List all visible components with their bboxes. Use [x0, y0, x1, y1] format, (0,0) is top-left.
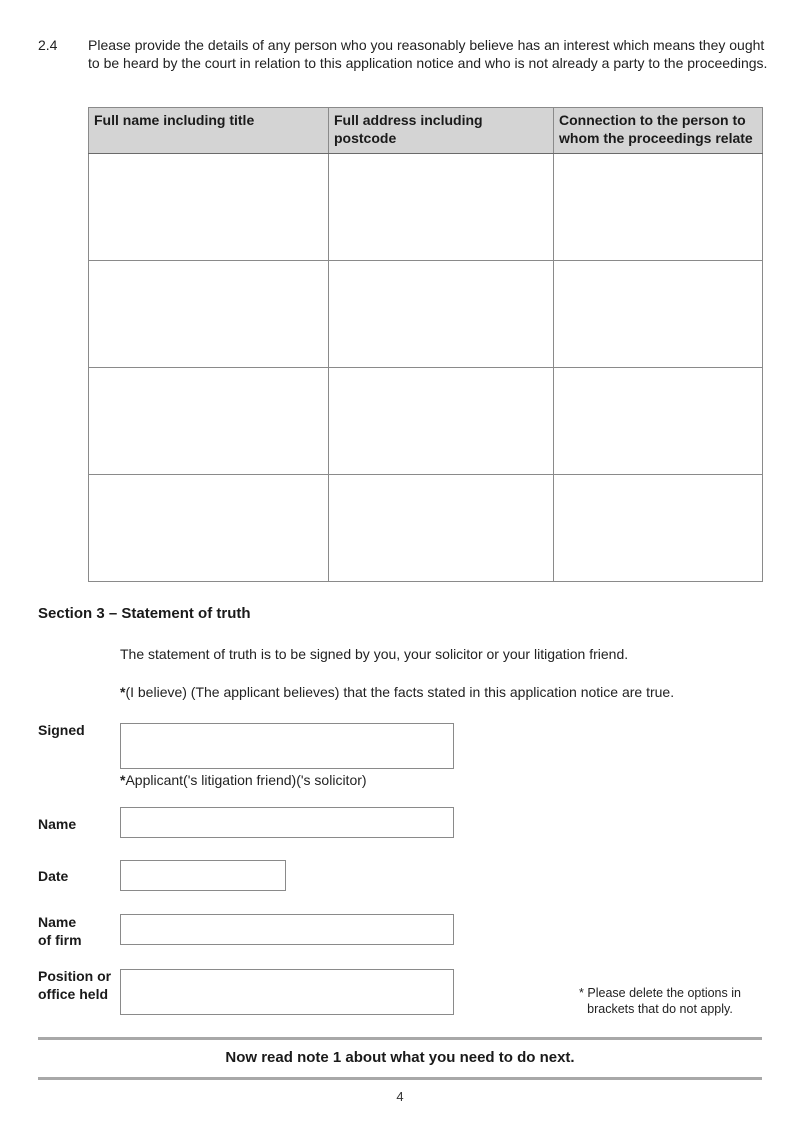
cell-full-address[interactable] [329, 368, 554, 475]
header-full-name: Full name including title [89, 108, 329, 154]
signed-caption-text: Applicant('s litigation friend)('s solicitor) [125, 772, 367, 788]
delete-options-note [570, 985, 750, 1017]
cell-full-name[interactable] [89, 154, 329, 261]
table-row [89, 368, 763, 475]
table-header-row [89, 108, 763, 154]
cell-connection[interactable] [554, 368, 763, 475]
signed-caption-asterisk: * [120, 772, 126, 788]
name-field[interactable] [120, 807, 454, 838]
table-row [89, 154, 763, 261]
position-label-line1: Position or [38, 968, 112, 984]
position-label-line2: office held [38, 986, 109, 1002]
belief-asterisk: * [120, 684, 126, 700]
footer-rule-bottom [38, 1077, 762, 1080]
table-row [89, 475, 763, 582]
cell-full-name[interactable] [89, 475, 329, 582]
note-text: Please delete the options in brackets that do not apply. [587, 986, 741, 1016]
cell-full-address[interactable] [329, 154, 554, 261]
persons-table [88, 107, 763, 582]
signed-caption [120, 771, 367, 789]
firm-label-line2: of firm [38, 932, 82, 948]
cell-full-name[interactable] [89, 261, 329, 368]
position-field[interactable] [120, 969, 454, 1015]
question-text: Please provide the details of any person who you reasonably believe has an interest which means they ought to be heard by the court in relation to this application notice and who is not already a party to the proceedings. [88, 37, 768, 71]
section-title: Section 3 – Statement of truth [38, 605, 251, 622]
page-number: 4 [396, 1089, 404, 1104]
cell-full-address[interactable] [329, 261, 554, 368]
header-full-address: Full address including postcode [329, 108, 554, 154]
signed-label: Signed [38, 722, 85, 738]
signature-field[interactable] [120, 723, 454, 769]
cell-full-address[interactable] [329, 475, 554, 582]
note-asterisk: * [579, 986, 584, 1000]
name-label: Name [38, 816, 77, 832]
position-label [38, 967, 111, 1003]
cell-connection[interactable] [554, 261, 763, 368]
question-number: 2.4 [38, 37, 58, 53]
firm-label-line1: Name [38, 914, 77, 930]
date-field[interactable] [120, 860, 286, 891]
date-label: Date [38, 868, 69, 884]
next-step-message: Now read note 1 about what you need to do next. [225, 1049, 575, 1066]
belief-text: (I believe) (The applicant believes) that the facts stated in this application notice are true. [125, 684, 675, 700]
header-connection: Connection to the person to whom the proceedings relate [554, 108, 763, 154]
table-row [89, 261, 763, 368]
cell-connection[interactable] [554, 475, 763, 582]
firm-label [38, 913, 82, 949]
firm-field[interactable] [120, 914, 454, 945]
footer-rule-top [38, 1037, 762, 1040]
cell-full-name[interactable] [89, 368, 329, 475]
belief-statement [120, 683, 674, 701]
statement-intro: The statement of truth is to be signed by you, your solicitor or your litigation friend. [120, 646, 629, 662]
cell-connection[interactable] [554, 154, 763, 261]
